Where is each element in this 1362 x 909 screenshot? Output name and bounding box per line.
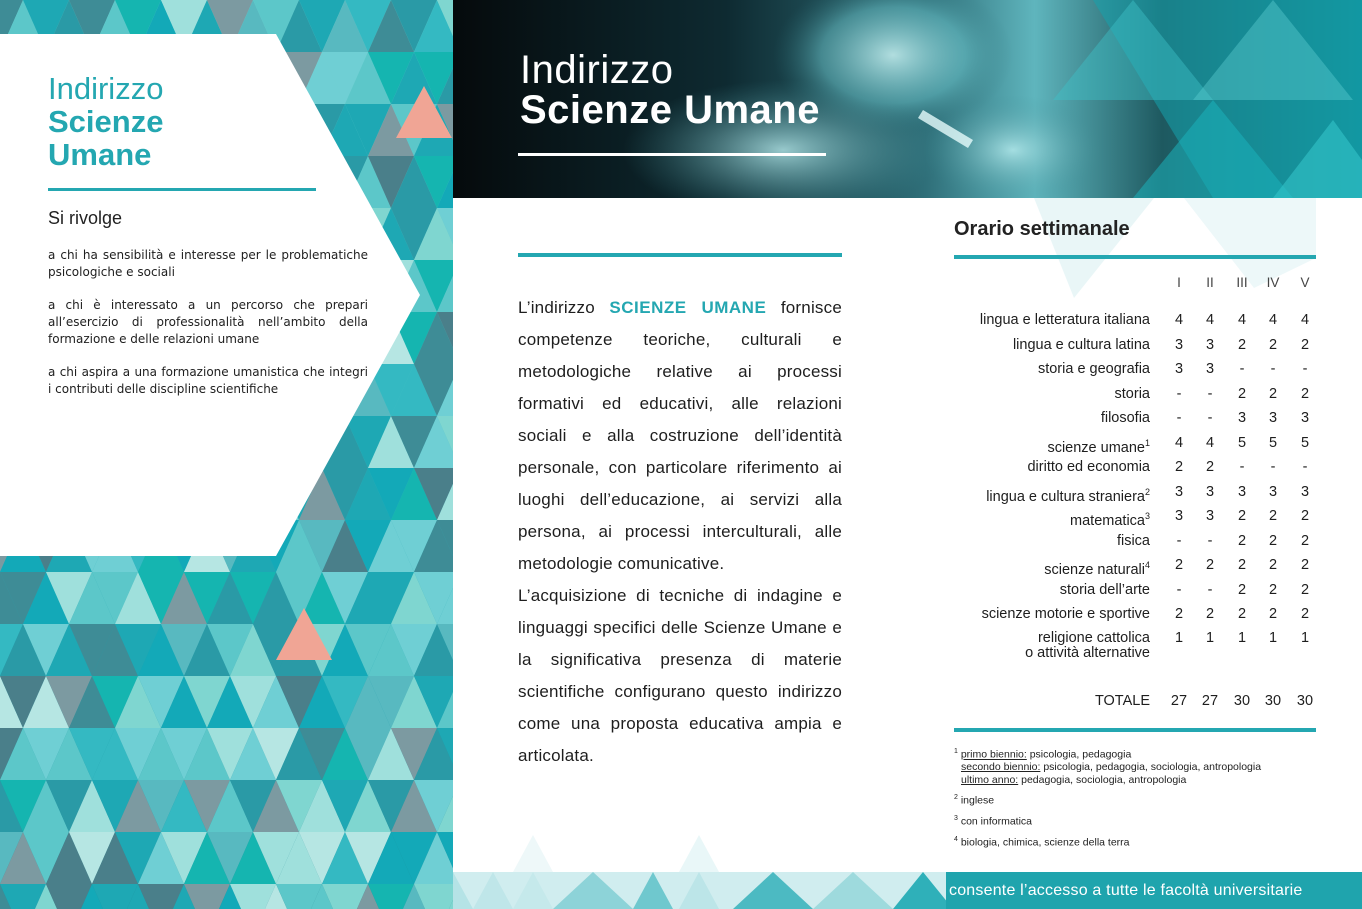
left-panel	[0, 0, 453, 909]
hours-cell: 2	[1300, 532, 1310, 549]
hours-cell: 3	[1237, 410, 1247, 426]
hours-cell: 2	[1268, 336, 1278, 353]
table-row	[954, 606, 1316, 626]
hours-cell: 2	[1237, 532, 1247, 549]
subject-name: diritto ed economia	[1027, 459, 1150, 475]
timetable-bottom-rule	[954, 728, 1316, 732]
hours-cell: 2	[1300, 557, 1310, 573]
footnote-1-line3	[954, 774, 1324, 787]
hours-cell: 2	[1268, 532, 1278, 549]
footnote-label: ultimo anno:	[961, 773, 1019, 786]
hours-cell: 1	[1205, 630, 1215, 646]
hours-cell: -	[1176, 532, 1182, 549]
hours-cell: 2	[1268, 581, 1278, 598]
subject-name: lingua e cultura straniera$^2$	[986, 486, 1150, 505]
table-row	[954, 484, 1316, 504]
hours-cell: -	[1302, 459, 1308, 475]
table-row	[954, 582, 1316, 602]
hours-cell: 2	[1300, 508, 1310, 524]
timetable-title: Orario settimanale	[954, 218, 1130, 240]
year-header: V	[1300, 275, 1310, 290]
hours-cell: 2	[1174, 557, 1184, 573]
footnote-2	[954, 792, 1324, 807]
subject-name: filosofia	[1100, 410, 1150, 426]
table-row	[954, 361, 1316, 381]
subject-name: lingua e letteratura italiana	[979, 312, 1150, 328]
hours-cell: 3	[1174, 336, 1184, 353]
table-row	[954, 312, 1316, 332]
hours-cell: 1	[1300, 630, 1310, 646]
table-row	[954, 386, 1316, 406]
total-cell: 30	[1264, 693, 1282, 709]
footnote-text: pedagogia, sociologia, antropologia	[1021, 773, 1187, 786]
subject-note-mark: 4	[1144, 560, 1150, 570]
total-label: TOTALE	[1094, 693, 1150, 709]
target-heading: Si rivolge	[48, 208, 123, 228]
footnote-text: inglese	[960, 794, 995, 807]
table-row	[954, 533, 1316, 553]
hours-cell: -	[1239, 459, 1245, 475]
description-divider	[518, 253, 842, 257]
hero-photo	[453, 0, 1362, 198]
table-row	[954, 557, 1316, 577]
description-text	[518, 292, 842, 772]
hero-title-line2: Scienze Umane	[520, 88, 820, 132]
footnote-text: con informatica	[960, 815, 1033, 828]
hours-cell: 3	[1205, 508, 1215, 524]
hours-cell: 2	[1268, 385, 1278, 402]
subject-name: scienze motorie e sportive	[981, 606, 1150, 622]
hours-cell: 2	[1268, 508, 1278, 524]
hours-cell: 3	[1205, 361, 1215, 377]
subject-note-mark: 3	[1144, 511, 1150, 521]
footnote-text: psicologia, pedagogia, sociologia, antropologia	[1043, 761, 1262, 773]
total-cell: 27	[1170, 693, 1188, 709]
year-header: III	[1236, 275, 1248, 290]
subject-note-mark: 2	[1144, 486, 1150, 497]
year-header: I	[1177, 275, 1181, 290]
hours-cell: 4	[1205, 312, 1215, 328]
hours-cell: 3	[1300, 410, 1310, 426]
hours-cell: 2	[1205, 459, 1215, 475]
hours-cell: 4	[1237, 312, 1247, 328]
table-row	[954, 435, 1316, 455]
hours-cell: 2	[1237, 385, 1247, 402]
total-cell: 27	[1201, 693, 1219, 709]
description-body: fornisce competenze teoriche, culturali e metodologiche relative ai processi formativi ed educativi, alle relazioni sociali e alla costruzione dell’identità personale, con particolare riferimento ai luoghi dell’educazione, ai servizi alla persona, ai processi interculturali, alle metodologie comunicative.	[518, 298, 842, 573]
hours-cell: 3	[1205, 483, 1215, 500]
footnote-mark: 3	[954, 815, 958, 822]
deco-triangle	[513, 835, 553, 872]
table-row-religion	[954, 630, 1316, 664]
hours-cell: 2	[1300, 606, 1310, 622]
total-cell: 30	[1233, 693, 1251, 709]
target-list	[48, 247, 368, 414]
table-row	[954, 337, 1316, 357]
hours-cell: 5	[1268, 434, 1278, 451]
target-item: a chi aspira a una formazione umanistica che integri i contributi delle discipline scientifiche	[48, 365, 368, 396]
hours-cell: 1	[1268, 630, 1278, 646]
target-item: a chi ha sensibilità e interesse per le problematiche psicologiche e sociali	[48, 248, 368, 279]
left-title	[48, 72, 163, 171]
description-paragraph-2: L’acquisizione di tecniche di indagine e linguaggi specifici delle Scienze Umane e la significativa presenza di materie scientifiche configurano questo indirizzo come una proposta educativa ampia e articolata.	[518, 586, 842, 765]
footnote-1	[954, 746, 1324, 786]
footnote-mark: 1	[954, 748, 958, 755]
hours-cell: 5	[1300, 434, 1310, 451]
hours-cell: 3	[1174, 361, 1184, 377]
hours-cell: 4	[1205, 434, 1215, 451]
hours-cell: 5	[1237, 434, 1247, 451]
timetable-header	[954, 275, 1316, 295]
table-row	[954, 459, 1316, 479]
hours-cell: -	[1270, 361, 1276, 377]
hours-cell: -	[1207, 410, 1213, 426]
hours-cell: 2	[1268, 557, 1278, 573]
footnote-label: primo biennio:	[960, 748, 1027, 761]
footnote-label: secondo biennio:	[961, 761, 1041, 773]
footnote-mark: 4	[954, 836, 958, 843]
hours-cell: 4	[1174, 434, 1184, 451]
hero-title-line1: Indirizzo	[520, 48, 674, 92]
total-cell: 30	[1296, 693, 1314, 709]
hours-cell: 2	[1205, 557, 1215, 573]
hours-cell: -	[1207, 581, 1213, 598]
hours-cell: 3	[1268, 483, 1278, 500]
subject-name: fisica	[1116, 532, 1150, 549]
hours-cell: 1	[1174, 630, 1184, 646]
footnote-1-line1	[954, 746, 1324, 761]
hours-cell: 4	[1300, 312, 1310, 328]
hours-cell: 2	[1174, 606, 1184, 622]
hours-cell: -	[1176, 410, 1182, 426]
left-title-line2: Scienze	[48, 104, 164, 139]
table-row	[954, 508, 1316, 528]
hours-cell: -	[1270, 459, 1276, 475]
hours-cell: 2	[1174, 459, 1184, 475]
hours-cell: 2	[1300, 336, 1310, 353]
hours-cell: 2	[1237, 606, 1247, 622]
hours-cell: 4	[1268, 312, 1278, 328]
footnote-text: psicologia, pedagogia	[1029, 748, 1132, 761]
hours-cell: 2	[1237, 581, 1247, 598]
footer-text: consente l’accesso a tutte le facoltà universitarie	[949, 882, 1303, 899]
hours-cell: 4	[1174, 312, 1184, 328]
hours-cell: -	[1302, 361, 1308, 377]
hero-title	[520, 50, 820, 130]
description-paragraph-1	[518, 292, 842, 580]
subject-name: religione cattolica	[1037, 630, 1150, 646]
description-highlight: SCIENZE UMANE	[609, 298, 767, 317]
timetable-top-rule	[954, 255, 1316, 259]
footnote-1-line2	[954, 761, 1324, 774]
subject-name: scienze umane$^1$	[1047, 437, 1150, 456]
table-row	[954, 410, 1316, 430]
table-row-total	[954, 693, 1316, 713]
hours-cell: 3	[1268, 410, 1278, 426]
hours-cell: 2	[1300, 581, 1310, 598]
subject-name: storia	[1114, 385, 1150, 402]
subject-name: storia e geografia	[1037, 361, 1150, 377]
hours-cell: 2	[1300, 385, 1310, 402]
hours-cell: 3	[1174, 508, 1184, 524]
subject-name: matematica$^3$	[1070, 511, 1150, 529]
subject-name: lingua e cultura latina	[1012, 336, 1150, 353]
hours-cell: -	[1207, 532, 1213, 549]
hours-cell: 1	[1237, 630, 1247, 646]
left-title-divider	[48, 188, 316, 191]
hours-cell: -	[1207, 385, 1213, 402]
hours-cell: 3	[1300, 483, 1310, 500]
hours-cell: 2	[1237, 557, 1247, 573]
hours-cell: 2	[1268, 606, 1278, 622]
left-title-line1: Indirizzo	[48, 71, 164, 106]
year-header: IV	[1266, 275, 1280, 290]
hours-cell: 2	[1205, 606, 1215, 622]
subject-name: scienze naturali$^4$	[1044, 560, 1150, 578]
hours-cell: -	[1239, 361, 1245, 377]
subject-name-line2: o attività alternative	[1025, 645, 1150, 661]
deco-triangle	[679, 835, 719, 872]
hours-cell: 3	[1174, 483, 1184, 500]
footnote-mark: 2	[954, 794, 958, 801]
left-title-line3: Umane	[48, 137, 152, 172]
subject-name: storia dell’arte	[1059, 581, 1150, 598]
subject-note-mark: 1	[1144, 437, 1150, 448]
hours-cell: 2	[1237, 336, 1247, 353]
hours-cell: 2	[1237, 508, 1247, 524]
footer-band	[946, 872, 1362, 909]
hours-cell: 3	[1237, 483, 1247, 500]
footnote-text: biologia, chimica, scienze della terra	[960, 836, 1130, 849]
hours-cell: 3	[1205, 336, 1215, 353]
footnote-3	[954, 813, 1324, 828]
target-item: a chi è interessato a un percorso che prepari all’esercizio di professionalità nell’ambito della formazione e delle relazioni umane	[48, 298, 368, 346]
hero-divider	[518, 153, 826, 156]
hours-cell: -	[1176, 581, 1182, 598]
hours-cell: -	[1176, 385, 1182, 402]
description-intro: L’indirizzo	[518, 298, 595, 317]
year-header: II	[1206, 275, 1214, 290]
